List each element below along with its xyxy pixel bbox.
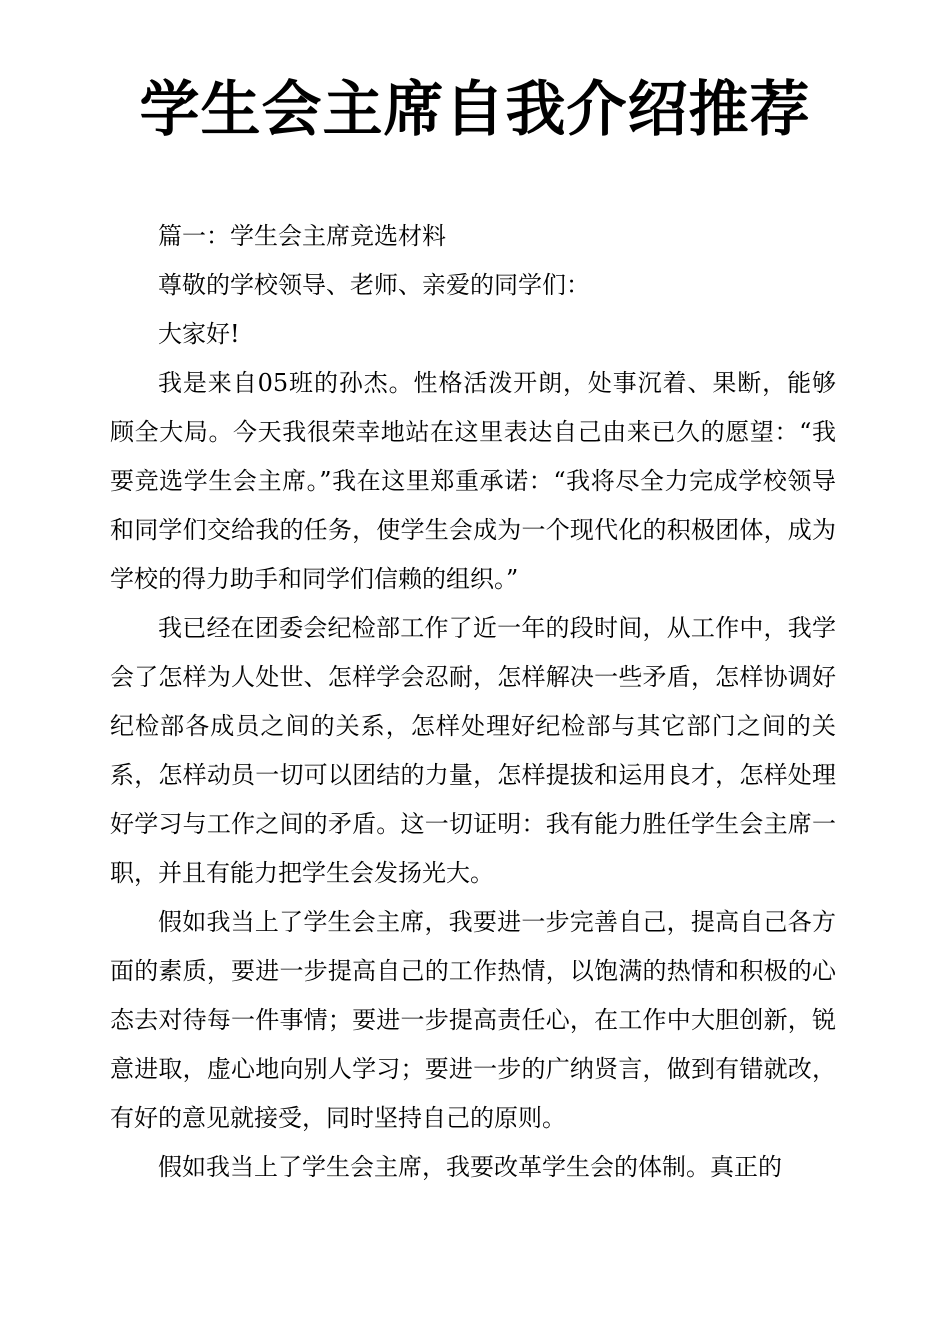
- paragraph-salutation: 尊敬的学校领导、老师、亲爱的同学们：: [158, 271, 590, 299]
- paragraph-plan-reform: 假如我当上了学生会主席，我要改革学生会的体制。真正的: [158, 1153, 782, 1181]
- paragraph-introduction: 我是来自05班的孙杰。性格活泼开朗，处事沉着、果断，能够顾全大局。今天我很荣幸地站在这里表达自己由来已久的愿望：“我要竞选学生会主席。”我在这里郑重承诺：“我将尽全力完成学校领导和同学们交给我的任务，使学生会成为一个现代化的积极团体，成为学校的得力助手和同学们信赖的组织。”: [110, 369, 836, 593]
- paragraph-heading: 篇一：学生会主席竞选材料: [158, 222, 446, 250]
- paragraph-experience: 我已经在团委会纪检部工作了近一年的段时间，从工作中，我学会了怎样为人处世、怎样学会忍耐，怎样解决一些矛盾，怎样协调好纪检部各成员之间的关系，怎样处理好纪检部与其它部门之间的关系，怎样动员一切可以团结的力量，怎样提拔和运用良才，怎样处理好学习与工作之间的矛盾。这一切证明：我有能力胜任学生会主席一职，并且有能力把学生会发扬光大。: [110, 614, 836, 887]
- paragraph-plan-self: 假如我当上了学生会主席，我要进一步完善自己，提高自己各方面的素质，要进一步提高自己的工作热情，以饱满的热情和积极的心态去对待每一件事情；要进一步提高责任心，在工作中大胆创新，锐意进取，虚心地向别人学习；要进一步的广纳贤言，做到有错就改，有好的意见就接受，同时坚持自己的原则。: [110, 908, 836, 1132]
- document-title: 学生会主席自我介绍推荐: [139, 75, 811, 145]
- document-body: [110, 212, 836, 1192]
- paragraph-greeting: 大家好!: [158, 320, 240, 348]
